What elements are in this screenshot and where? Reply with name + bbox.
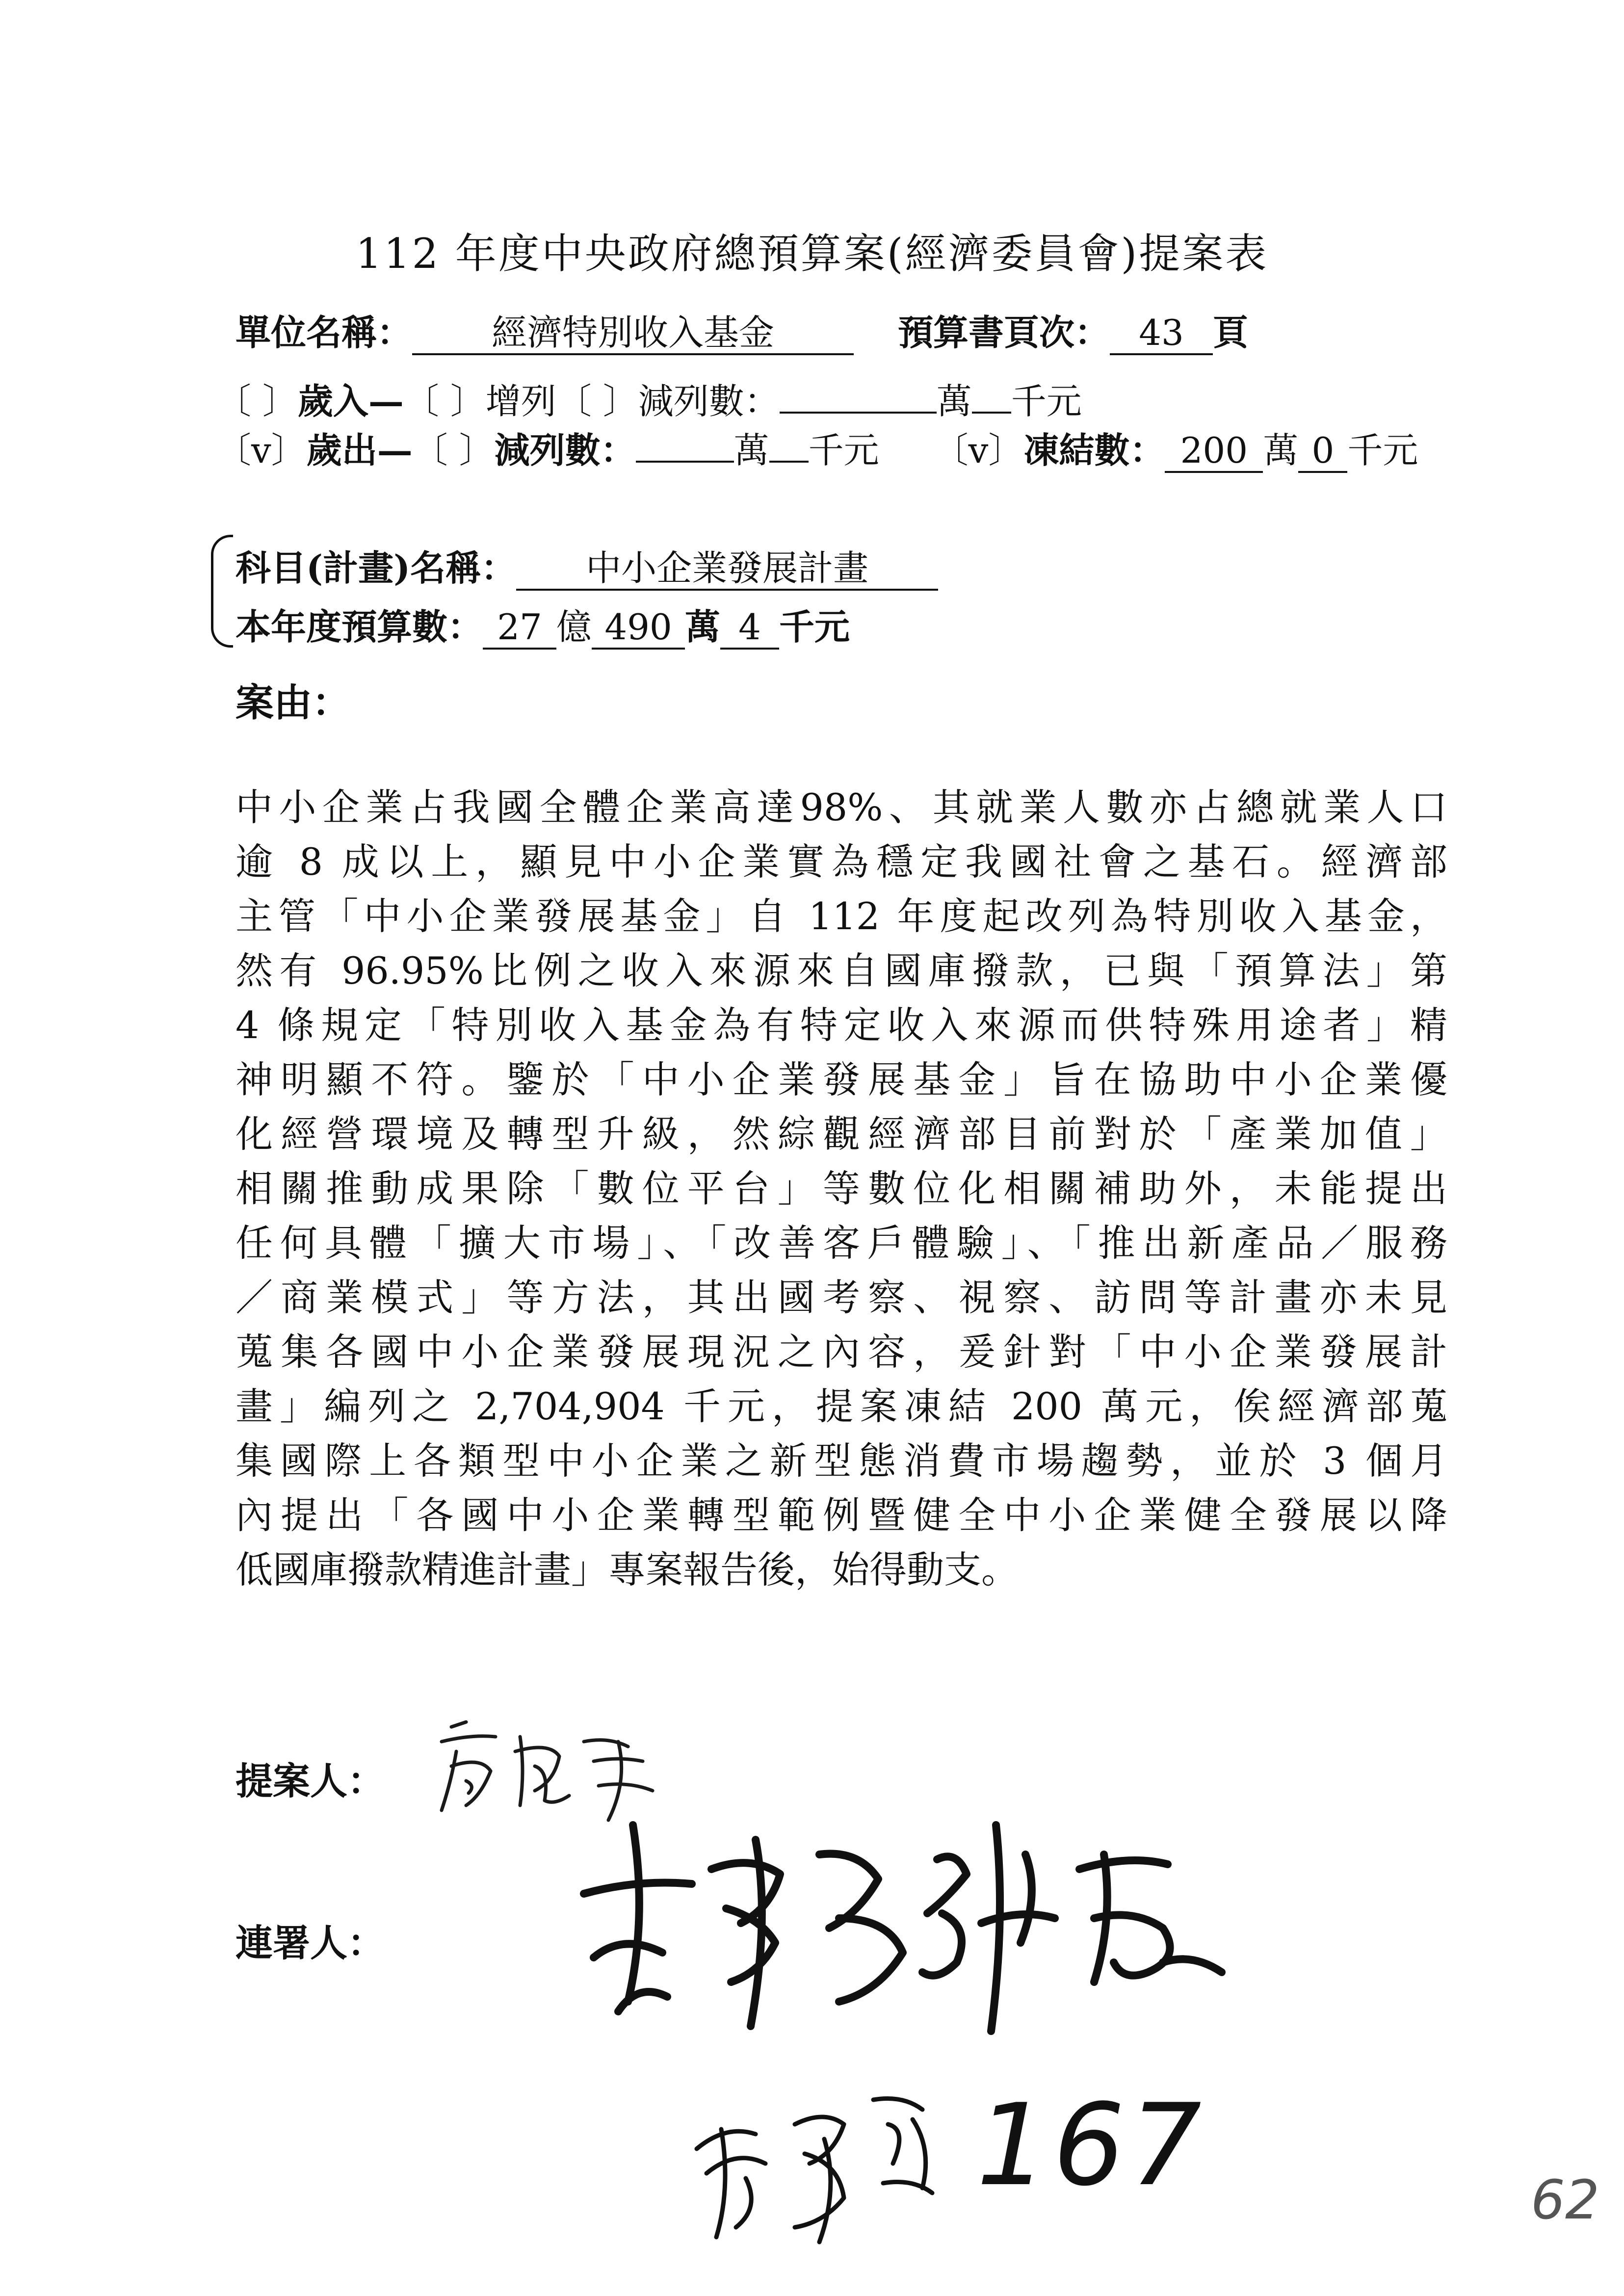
expense-decrease-label: 減列數： — [494, 429, 636, 471]
reason-line: 中小企業占我國全體企業高達98%、其就業人數亦占總就業人口 — [236, 785, 1447, 829]
item-row — [236, 540, 938, 591]
reason-line: 內提出「各國中小企業轉型範例暨健全中小企業健全發展以降 — [236, 1493, 1447, 1537]
expense-label: 歲出— — [306, 429, 413, 471]
reason-line: 畫」編列之 2,704,904 千元，提案凍結 200 萬元，俟經濟部蒐 — [236, 1384, 1447, 1428]
freeze-qian-unit: 千元 — [1347, 430, 1418, 471]
revenue-decrease-label: 減列數： — [638, 381, 780, 422]
reason-line: 逾 8 成以上，顯見中小企業實為穩定我國社會之基石。經濟部 — [236, 840, 1447, 884]
expense-wan-value — [636, 461, 734, 463]
budget-qian-value: 4 — [720, 607, 779, 650]
item-label: 科目(計畫)名稱： — [236, 547, 517, 589]
proposer-label: 提案人： — [236, 1759, 385, 1803]
budget-wan-unit: 萬 — [685, 606, 721, 648]
budget-row — [236, 599, 850, 650]
revenue-decrease-checkbox: 〔 〕 — [556, 381, 638, 422]
revenue-increase-checkbox: 〔 〕 — [403, 381, 486, 422]
unit-row — [236, 304, 1248, 355]
reason-line: 集國際上各類型中小企業之新型態消費市場趨勢，並於 3 個月 — [236, 1439, 1447, 1483]
reason-line: 主管「中小企業發展基金」自 112 年度起改列為特別收入基金， — [236, 894, 1447, 938]
reason-line: 任何具體「擴大市場」、「改善客戶體驗」、「推出新產品／服務 — [236, 1221, 1447, 1265]
reason-line: 低國庫撥款精進計畫」專案報告後，始得動支。 — [236, 1548, 1019, 1592]
page-ref-unit: 頁 — [1213, 312, 1249, 353]
page-number: 62 — [1531, 2168, 1599, 2231]
reason-line: 然有 96.95%比例之收入來源來自國庫撥款，已與「預算法」第 — [236, 949, 1447, 992]
reason-line: ／商業模式」等方法，其出國考察、視察、訪問等計畫亦未見 — [236, 1276, 1447, 1319]
budget-yi-value: 27 — [483, 607, 556, 650]
cosigner-label: 連署人： — [236, 1921, 385, 1965]
freeze-checkbox: 〔v〕 — [933, 430, 1024, 471]
page-ref-label: 預算書頁次： — [898, 312, 1110, 353]
freeze-wan-unit: 萬 — [1263, 430, 1299, 471]
budget-yi-unit: 億 — [556, 606, 592, 648]
revenue-wan-value — [780, 412, 937, 414]
reason-line: 化經營環境及轉型升級，然綜觀經濟部目前對於「產業加值」 — [236, 1112, 1447, 1156]
cosigner-signature — [564, 1796, 1251, 2053]
unit-label: 單位名稱： — [236, 312, 413, 353]
page-title: 112 年度中央政府總預算案(經濟委員會)提案表 — [355, 230, 1269, 278]
revenue-increase-label: 增列 — [485, 381, 556, 422]
signature-number: 167 — [976, 2080, 1206, 2211]
reason-label: 案由： — [236, 680, 351, 725]
freeze-qian-value: 0 — [1298, 430, 1347, 473]
expense-qian-unit: 千元 — [808, 430, 879, 471]
expense-checkbox: 〔v〕 — [216, 430, 307, 471]
freeze-wan-value: 200 — [1165, 430, 1263, 473]
reason-paragraph — [236, 780, 1447, 1597]
page-ref-value: 43 — [1110, 313, 1213, 355]
revenue-row — [216, 373, 1082, 424]
freeze-label: 凍結數： — [1023, 429, 1165, 471]
reason-line: 相關推動成果除「數位平台」等數位化相關補助外，未能提出 — [236, 1167, 1447, 1210]
budget-wan-value: 490 — [592, 607, 685, 650]
revenue-label: 歲入— — [297, 380, 404, 422]
reason-line: 神明顯不符。鑒於「中小企業發展基金」旨在協助中小企業優 — [236, 1058, 1447, 1101]
item-value: 中小企業發展計畫 — [516, 548, 938, 591]
expense-decrease-checkbox: 〔 〕 — [412, 430, 495, 471]
budget-label: 本年度預算數： — [236, 606, 483, 648]
revenue-qian-value — [972, 412, 1011, 414]
unit-value: 經濟特別收入基金 — [412, 313, 854, 355]
item-bracket — [211, 535, 233, 648]
reason-line: 蒐集各國中小企業發展現況之內容，爰針對「中小企業發展計 — [236, 1330, 1447, 1374]
revenue-wan-unit: 萬 — [936, 381, 972, 422]
revenue-qian-unit: 千元 — [1011, 381, 1082, 422]
reason-line: 4 條規定「特別收入基金為有特定收入來源而供特殊用途者」精 — [236, 1003, 1447, 1047]
expense-wan-unit: 萬 — [733, 430, 769, 471]
budget-qian-unit: 千元 — [779, 606, 850, 648]
expense-qian-value — [769, 461, 809, 463]
expense-row — [216, 422, 1418, 473]
revenue-checkbox: 〔 〕 — [216, 381, 298, 422]
